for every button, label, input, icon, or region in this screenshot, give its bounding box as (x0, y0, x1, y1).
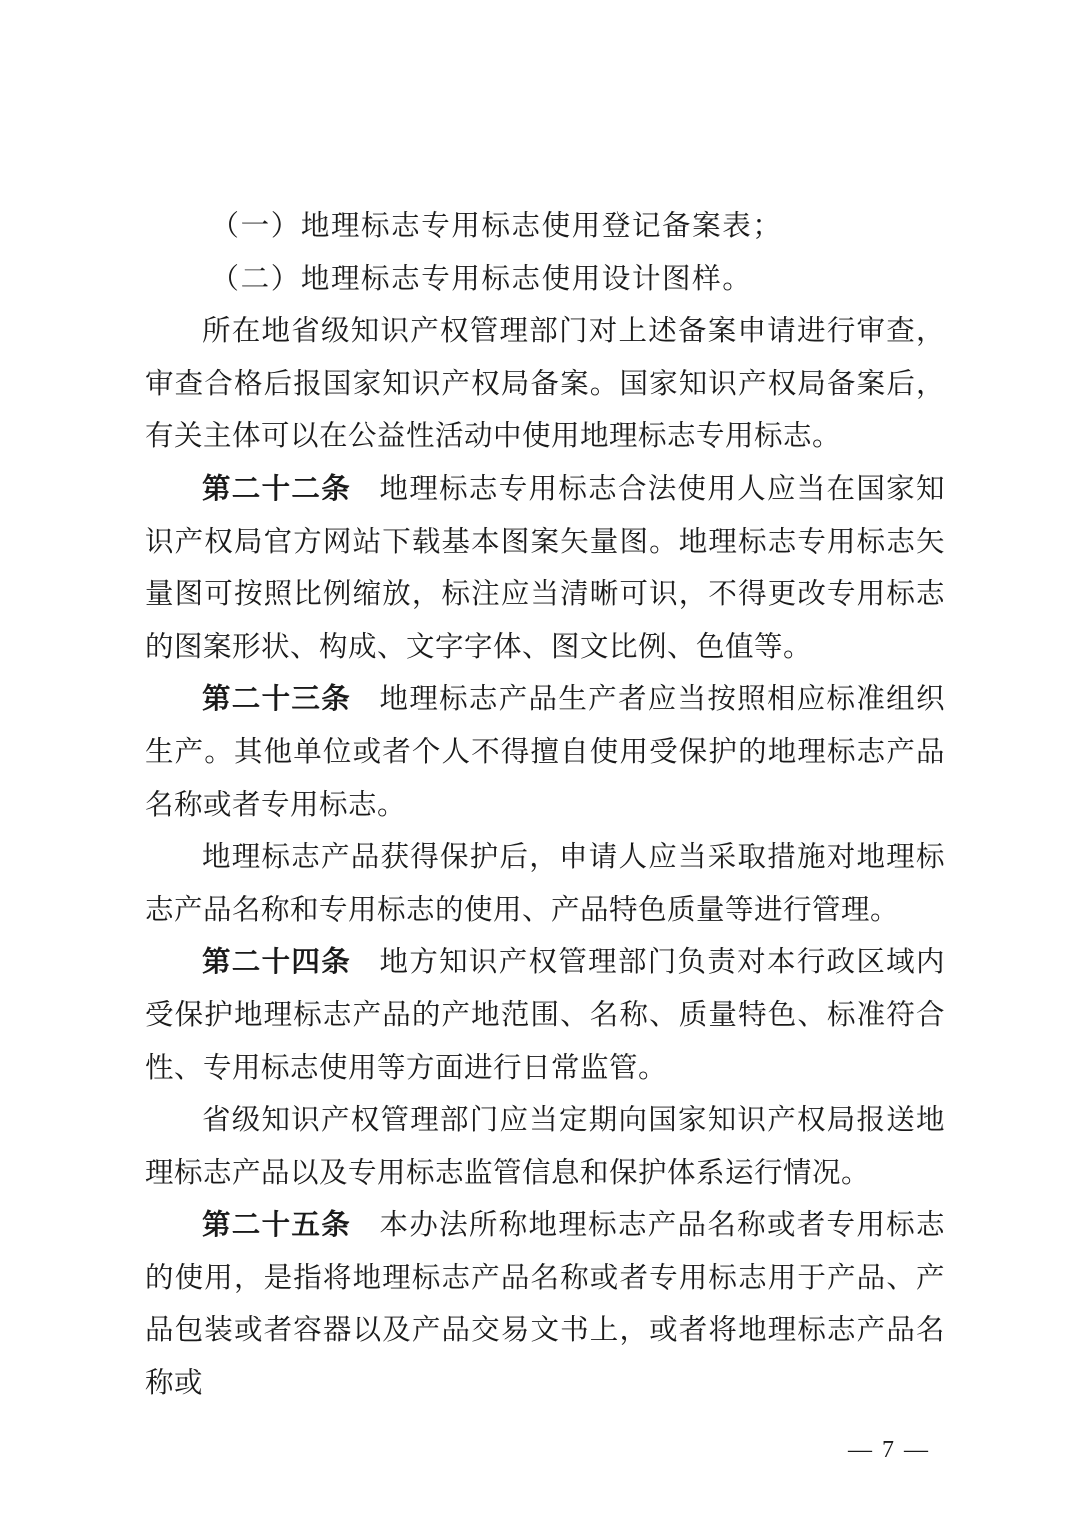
document-body (145, 200, 945, 1410)
page-number: — 7 — (848, 1437, 930, 1463)
paragraph-review: 所在地省级知识产权管理部门对上述备案申请进行审查，审查合格后报国家知识产权局备案。国家知识产权局备案后，有关主体可以在公益性活动中使用地理标志专用标志。 (145, 314, 945, 453)
article-23 (145, 673, 945, 831)
article-22-text: 地理标志专用标志合法使用人应当在国家知识产权局官方网站下载基本图案矢量图。地理标志专用标志矢量图可按照比例缩放，标注应当清晰可识，不得更改专用标志的图案形状、构成、文字字体、图文比例、色值等。 (145, 471, 945, 663)
paragraph-protection: 地理标志产品获得保护后，申请人应当采取措施对地理标志产品名称和专用标志的使用、产品特色质量等进行管理。 (145, 840, 945, 926)
article-24-text: 地方知识产权管理部门负责对本行政区域内受保护地理标志产品的产地范围、名称、质量特色、标准符合性、专用标志使用等方面进行日常监管。 (145, 945, 945, 1084)
article-25 (145, 1199, 945, 1409)
paragraph-report: 省级知识产权管理部门应当定期向国家知识产权局报送地理标志产品以及专用标志监管信息和保护体系运行情况。 (145, 1103, 945, 1189)
list-item-registration-form: （一）地理标志专用标志使用登记备案表； (210, 209, 783, 242)
article-24 (145, 936, 945, 1094)
article-25-label: 第二十五条 (202, 1208, 352, 1242)
article-22 (145, 463, 945, 673)
article-25-text: 本办法所称地理标志产品名称或者专用标志的使用，是指将地理标志产品名称或者专用标志用于产品、产品包装或者容器以及产品交易文书上，或者将地理标志产品名称或 (145, 1208, 945, 1400)
article-23-text: 地理标志产品生产者应当按照相应标准组织生产。其他单位或者个人不得擅自使用受保护的地理标志产品名称或者专用标志。 (145, 682, 945, 821)
article-24-label: 第二十四条 (202, 945, 352, 979)
list-item-design-sample: （二）地理标志专用标志使用设计图样。 (210, 261, 753, 295)
article-22-label: 第二十二条 (202, 471, 352, 505)
article-23-label: 第二十三条 (202, 682, 352, 716)
